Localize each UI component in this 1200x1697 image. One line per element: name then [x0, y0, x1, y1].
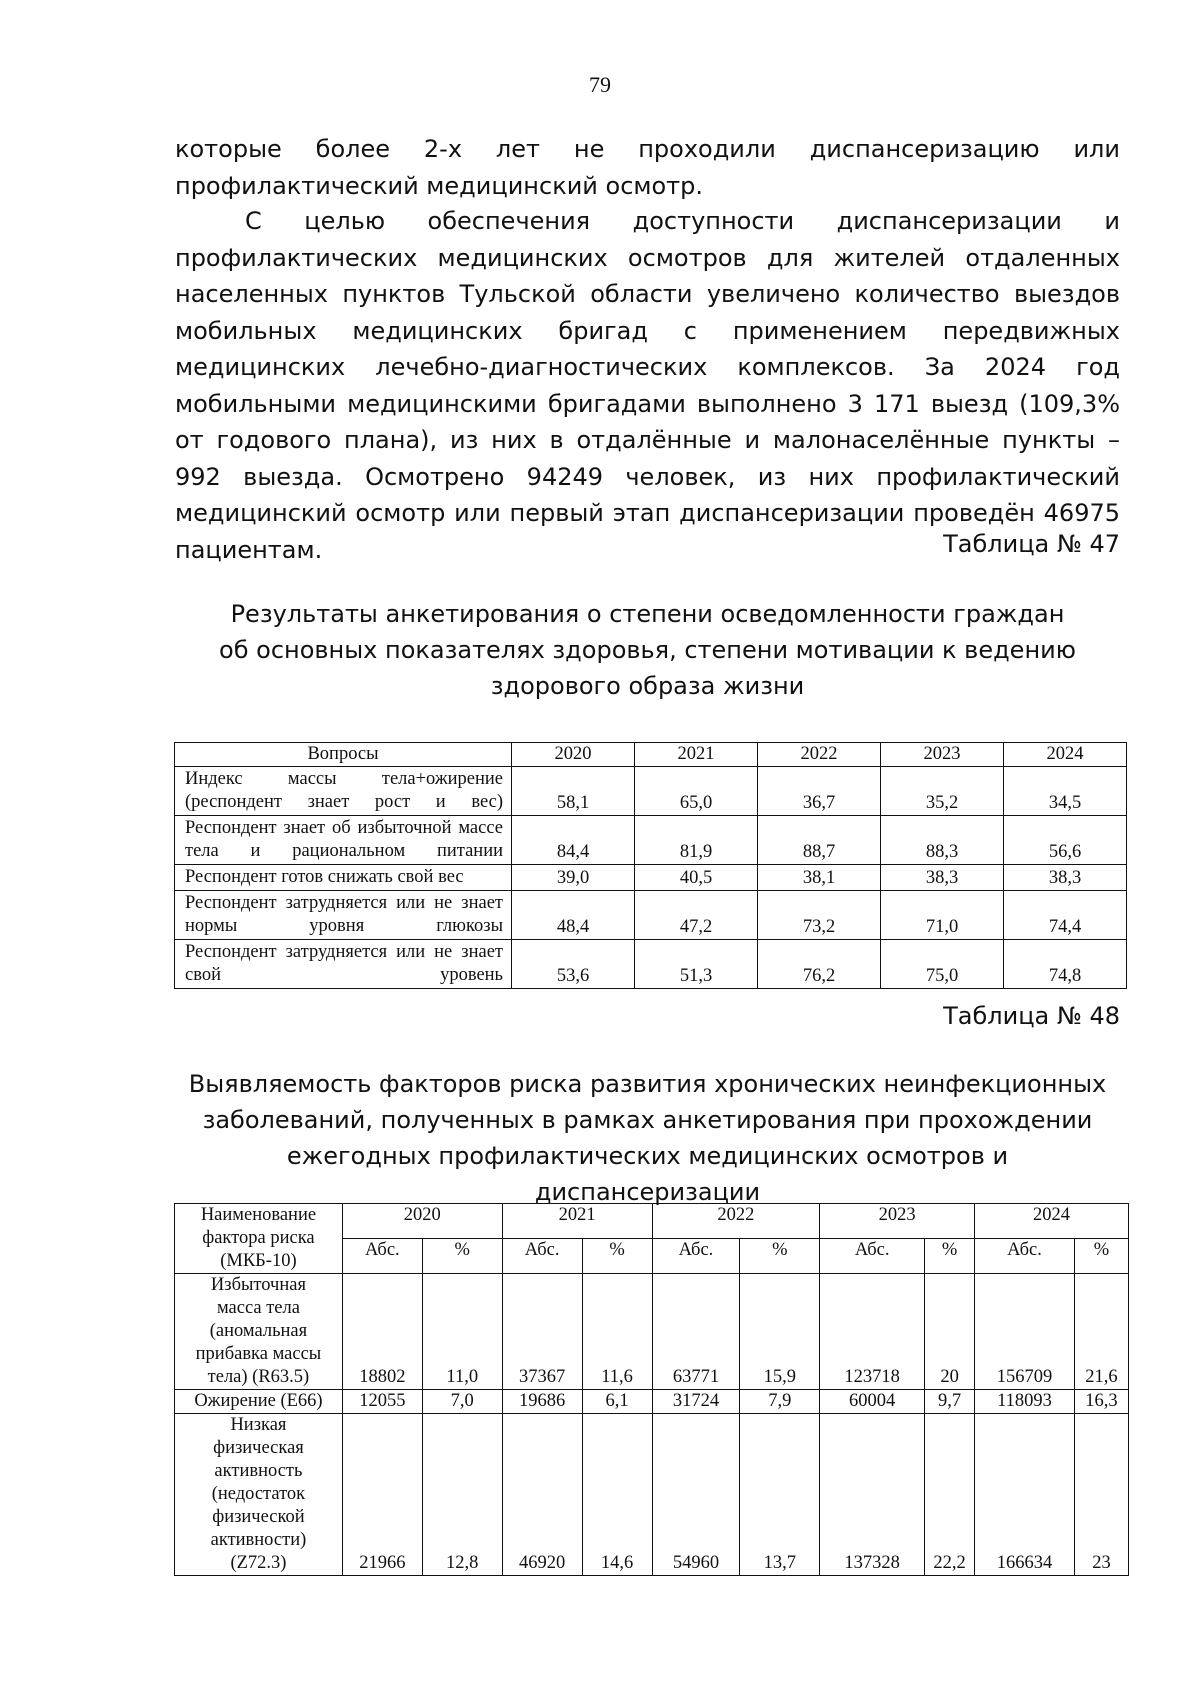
risk-factor-cell: Ожирение (E66) — [175, 1390, 343, 1414]
value-cell: 73,2 — [758, 891, 881, 940]
header-year: 2020 — [342, 1204, 502, 1239]
table-title-line: Результаты анкетирования о степени осведомленности граждан — [230, 600, 1065, 628]
value-cell: 36,7 — [758, 767, 881, 816]
table-48-title — [175, 1066, 1120, 1210]
table-row — [175, 1414, 1129, 1576]
value-cell: 123718 — [820, 1274, 925, 1390]
value-cell: 118093 — [975, 1390, 1075, 1414]
value-cell: 56,6 — [1004, 816, 1127, 865]
table-header-row — [175, 743, 1127, 767]
table-title-line: Выявляемость факторов риска развития хронических неинфекционных — [188, 1070, 1107, 1098]
table-row — [175, 1274, 1129, 1390]
value-cell: 75,0 — [881, 940, 1004, 989]
value-cell: 76,2 — [758, 940, 881, 989]
value-cell: 22,2 — [925, 1414, 975, 1576]
table-row — [175, 865, 1127, 891]
value-cell: 31724 — [652, 1390, 740, 1414]
value-cell: 58,1 — [512, 767, 635, 816]
value-cell: 38,3 — [1004, 865, 1127, 891]
value-cell: 21,6 — [1074, 1274, 1128, 1390]
table-48 — [174, 1203, 1129, 1576]
value-cell: 39,0 — [512, 865, 635, 891]
value-cell: 12055 — [342, 1390, 422, 1414]
header-year: 2020 — [512, 743, 635, 767]
value-cell: 51,3 — [635, 940, 758, 989]
value-cell: 63771 — [652, 1274, 740, 1390]
value-cell: 84,4 — [512, 816, 635, 865]
header-abs: Абс. — [975, 1239, 1075, 1274]
header-year: 2021 — [635, 743, 758, 767]
value-cell: 19686 — [502, 1390, 582, 1414]
risk-factor-cell: Избыточная масса тела (аномальная прибавка массы тела) (R63.5) — [175, 1274, 343, 1390]
header-year: 2023 — [820, 1204, 975, 1239]
header-abs: Абс. — [502, 1239, 582, 1274]
header-risk-factor: Наименование фактора риска (МКБ-10) — [175, 1204, 343, 1274]
header-abs: Абс. — [652, 1239, 740, 1274]
header-pct: % — [1074, 1239, 1128, 1274]
value-cell: 12,8 — [422, 1414, 502, 1576]
table-48-caption: Таблица № 48 — [943, 1002, 1120, 1030]
value-cell: 65,0 — [635, 767, 758, 816]
value-cell: 6,1 — [582, 1390, 652, 1414]
header-year: 2021 — [502, 1204, 652, 1239]
value-cell: 18802 — [342, 1274, 422, 1390]
value-cell: 74,8 — [1004, 940, 1127, 989]
value-cell: 88,3 — [881, 816, 1004, 865]
header-year: 2024 — [1004, 743, 1127, 767]
value-cell: 11,0 — [422, 1274, 502, 1390]
value-cell: 7,0 — [422, 1390, 502, 1414]
value-cell: 38,1 — [758, 865, 881, 891]
value-cell: 16,3 — [1074, 1390, 1128, 1414]
value-cell: 38,3 — [881, 865, 1004, 891]
value-cell: 54960 — [652, 1414, 740, 1576]
value-cell: 81,9 — [635, 816, 758, 865]
value-cell: 7,9 — [740, 1390, 820, 1414]
question-cell: Респондент знает об избыточной массе тела и рациональном питании — [175, 816, 512, 865]
table-row — [175, 816, 1127, 865]
table-title-line: здорового образа жизни — [490, 672, 805, 700]
table-47-caption: Таблица № 47 — [943, 530, 1120, 558]
value-cell: 23 — [1074, 1414, 1128, 1576]
header-year: 2024 — [975, 1204, 1129, 1239]
value-cell: 156709 — [975, 1274, 1075, 1390]
value-cell: 14,6 — [582, 1414, 652, 1576]
value-cell: 20 — [925, 1274, 975, 1390]
header-year: 2022 — [758, 743, 881, 767]
value-cell: 9,7 — [925, 1390, 975, 1414]
page-number: 79 — [589, 72, 611, 97]
body-paragraph-2 — [175, 203, 1120, 568]
paragraph-text: С целью обеспечения доступности диспансеризации и профилактических медицинских осмотров для жителей отдаленных населенных пунктов Тульской области увеличено количество выездов мобильных медицинских бригад с применением передвижных медицинских лечебно-диагностических комплексов. За 2024 год мобильными медицинскими бригадами выполнено 3 171 выезд (109,3% от годового плана), из них в отдалённые и малонаселённые пункты – 992 выезда. Осмотрено 94249 человек, из них профилактический медицинский осмотр или первый этап диспансеризации проведён 46975 пациентам. — [175, 207, 1120, 564]
value-cell: 53,6 — [512, 940, 635, 989]
value-cell: 34,5 — [1004, 767, 1127, 816]
table-row — [175, 1390, 1129, 1414]
value-cell: 21966 — [342, 1414, 422, 1576]
question-cell: Индекс массы тела+ожирение (респондент знает рост и вес) — [175, 767, 512, 816]
value-cell: 13,7 — [740, 1414, 820, 1576]
table-header-row — [175, 1204, 1129, 1239]
value-cell: 166634 — [975, 1414, 1075, 1576]
header-pct: % — [582, 1239, 652, 1274]
value-cell: 15,9 — [740, 1274, 820, 1390]
header-abs: Абс. — [820, 1239, 925, 1274]
header-year: 2022 — [652, 1204, 820, 1239]
value-cell: 48,4 — [512, 891, 635, 940]
table-row — [175, 940, 1127, 989]
table-47 — [174, 742, 1127, 989]
question-cell: Респондент затрудняется или не знает свой уровень — [175, 940, 512, 989]
value-cell: 37367 — [502, 1274, 582, 1390]
value-cell: 88,7 — [758, 816, 881, 865]
value-cell: 74,4 — [1004, 891, 1127, 940]
table-47-title — [175, 596, 1120, 704]
risk-factor-cell: Низкая физическая активность (недостаток физической активности) (Z72.3) — [175, 1414, 343, 1576]
value-cell: 71,0 — [881, 891, 1004, 940]
table-title-line: заболеваний, полученных в рамках анкетирования при прохождении — [202, 1106, 1093, 1134]
question-cell: Респондент готов снижать свой вес — [175, 865, 512, 891]
value-cell: 40,5 — [635, 865, 758, 891]
header-pct: % — [422, 1239, 502, 1274]
value-cell: 35,2 — [881, 767, 1004, 816]
value-cell: 47,2 — [635, 891, 758, 940]
paragraph-text: которые более 2-х лет не проходили диспансеризацию или профилактический медицинский осмотр. — [175, 135, 1120, 200]
header-pct: % — [740, 1239, 820, 1274]
value-cell: 11,6 — [582, 1274, 652, 1390]
table-row — [175, 767, 1127, 816]
table-title-line: ежегодных профилактических медицинских осмотров и диспансеризации — [286, 1142, 1009, 1206]
value-cell: 46920 — [502, 1414, 582, 1576]
header-abs: Абс. — [342, 1239, 422, 1274]
table-row — [175, 891, 1127, 940]
table-title-line: об основных показателях здоровья, степени мотивации к ведению — [219, 636, 1076, 664]
question-cell: Респондент затрудняется или не знает нормы уровня глюкозы — [175, 891, 512, 940]
header-pct: % — [925, 1239, 975, 1274]
header-questions: Вопросы — [175, 743, 512, 767]
value-cell: 60004 — [820, 1390, 925, 1414]
body-paragraph-1 — [175, 131, 1120, 204]
header-year: 2023 — [881, 743, 1004, 767]
value-cell: 137328 — [820, 1414, 925, 1576]
